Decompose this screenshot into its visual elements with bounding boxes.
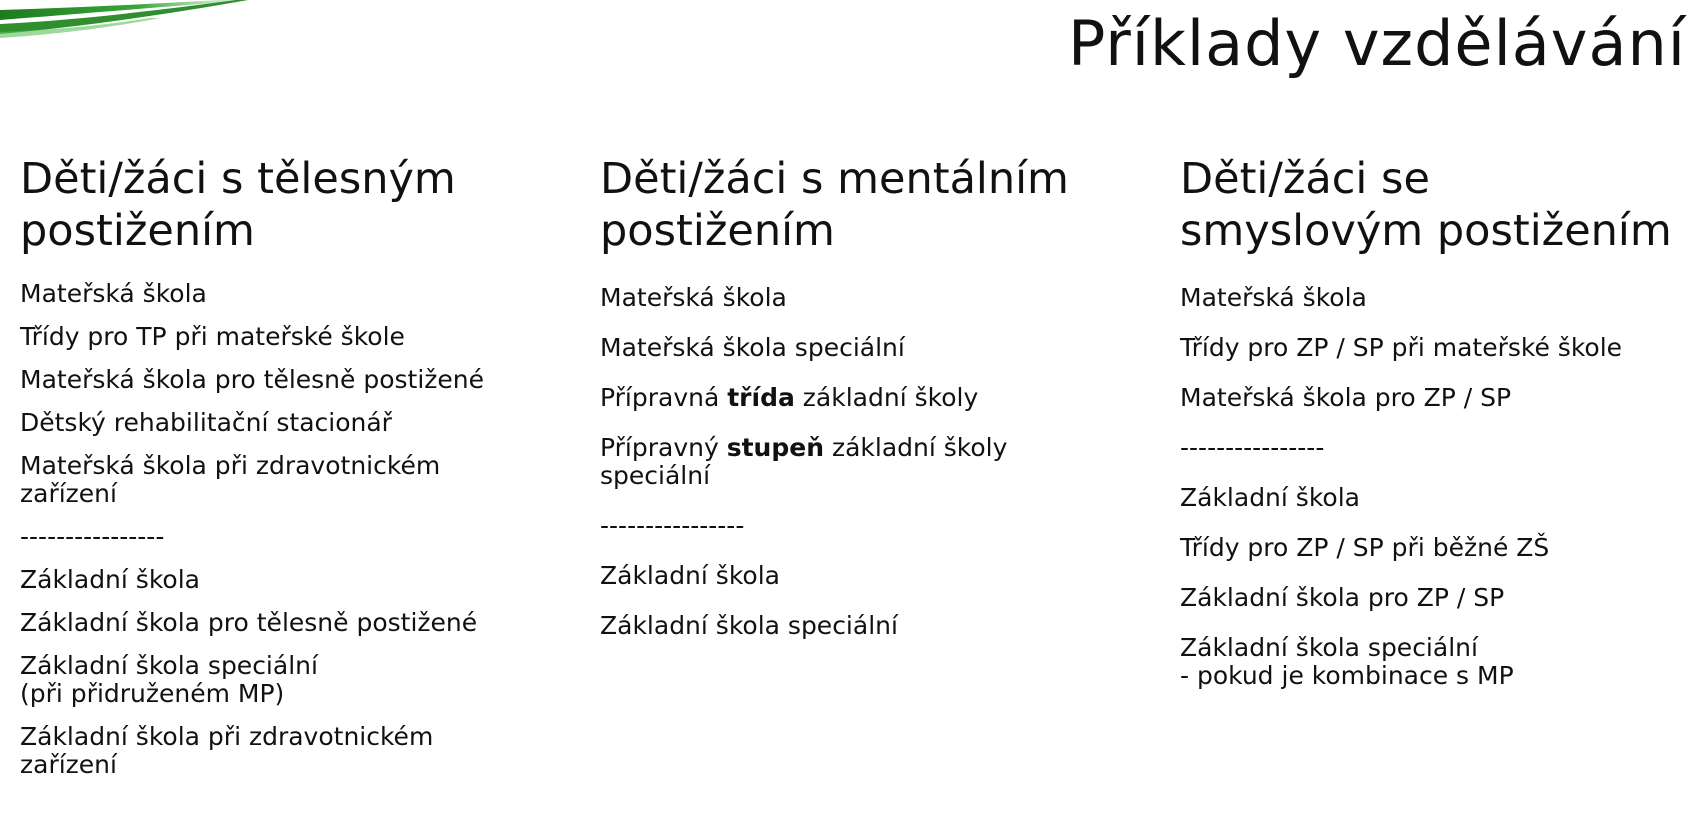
green-swoosh-decoration: [0, 0, 260, 44]
column-heading-line: Děti/žáci se: [1180, 154, 1430, 204]
list-item: Základní škola: [600, 561, 780, 590]
list-divider: ----------------: [1180, 433, 1325, 462]
list-item: [600, 434, 1160, 490]
list-item: Mateřská škola: [20, 279, 207, 308]
list-item: Třídy pro ZP / SP při běžné ZŠ: [1180, 533, 1550, 562]
item-emphasis: třída: [727, 383, 795, 412]
list-item: Základní škola speciální - pokud je kombinace s MP: [1180, 633, 1514, 690]
list-item: Základní škola: [20, 565, 200, 594]
slide-title: [1068, 2, 1686, 86]
list-item: Základní škola speciální: [600, 611, 898, 640]
list-item: Základní škola pro ZP / SP: [1180, 583, 1505, 612]
column-heading-line: postižením: [600, 206, 835, 256]
item-text: Přípravný: [600, 433, 727, 462]
list-item: Základní škola: [1180, 483, 1360, 512]
item-text: základní školy speciální: [600, 433, 1008, 490]
list-item: Základní škola pro tělesně postižené: [20, 608, 478, 637]
column-heading: [600, 153, 1160, 257]
column-mental-disability: [600, 153, 1160, 662]
list-item: Základní škola speciální (při přidruženém MP): [20, 651, 318, 708]
list-item: Třídy pro TP při mateřské škole: [20, 322, 405, 351]
list-item: Mateřská škola při zdravotnickém zařízení: [20, 451, 441, 508]
list-item: Třídy pro ZP / SP při mateřské škole: [1180, 333, 1623, 362]
column-heading-line: Děti/žáci s mentálním: [600, 154, 1069, 204]
school-list: [20, 280, 580, 779]
list-divider: ----------------: [20, 522, 165, 551]
item-text: základní školy: [794, 383, 979, 412]
column-sensory-disability: [1180, 153, 1706, 712]
slide-title-text: Příklady vzdělávání: [1067, 7, 1686, 80]
list-item: Dětský rehabilitační stacionář: [20, 408, 392, 437]
list-item: Mateřská škola: [600, 283, 787, 312]
column-heading-line: Děti/žáci s tělesným: [20, 154, 456, 204]
column-heading-line: postižením: [20, 206, 255, 256]
item-text: Přípravná: [600, 383, 728, 412]
school-list: [1180, 284, 1706, 690]
list-item: [600, 384, 1160, 412]
list-item: Základní škola při zdravotnickém zařízení: [20, 722, 434, 779]
column-heading-line: smyslovým postižením: [1180, 206, 1672, 256]
school-list: [600, 284, 1160, 640]
item-emphasis: stupeň: [726, 433, 824, 462]
column-physical-disability: [20, 153, 580, 794]
column-heading: [1180, 153, 1706, 257]
list-item: Mateřská škola pro tělesně postižené: [20, 365, 485, 394]
column-heading: [20, 153, 580, 257]
list-item: Mateřská škola speciální: [600, 333, 905, 362]
list-divider: ----------------: [600, 511, 745, 540]
list-item: Mateřská škola pro ZP / SP: [1180, 383, 1512, 412]
list-item: Mateřská škola: [1180, 283, 1367, 312]
